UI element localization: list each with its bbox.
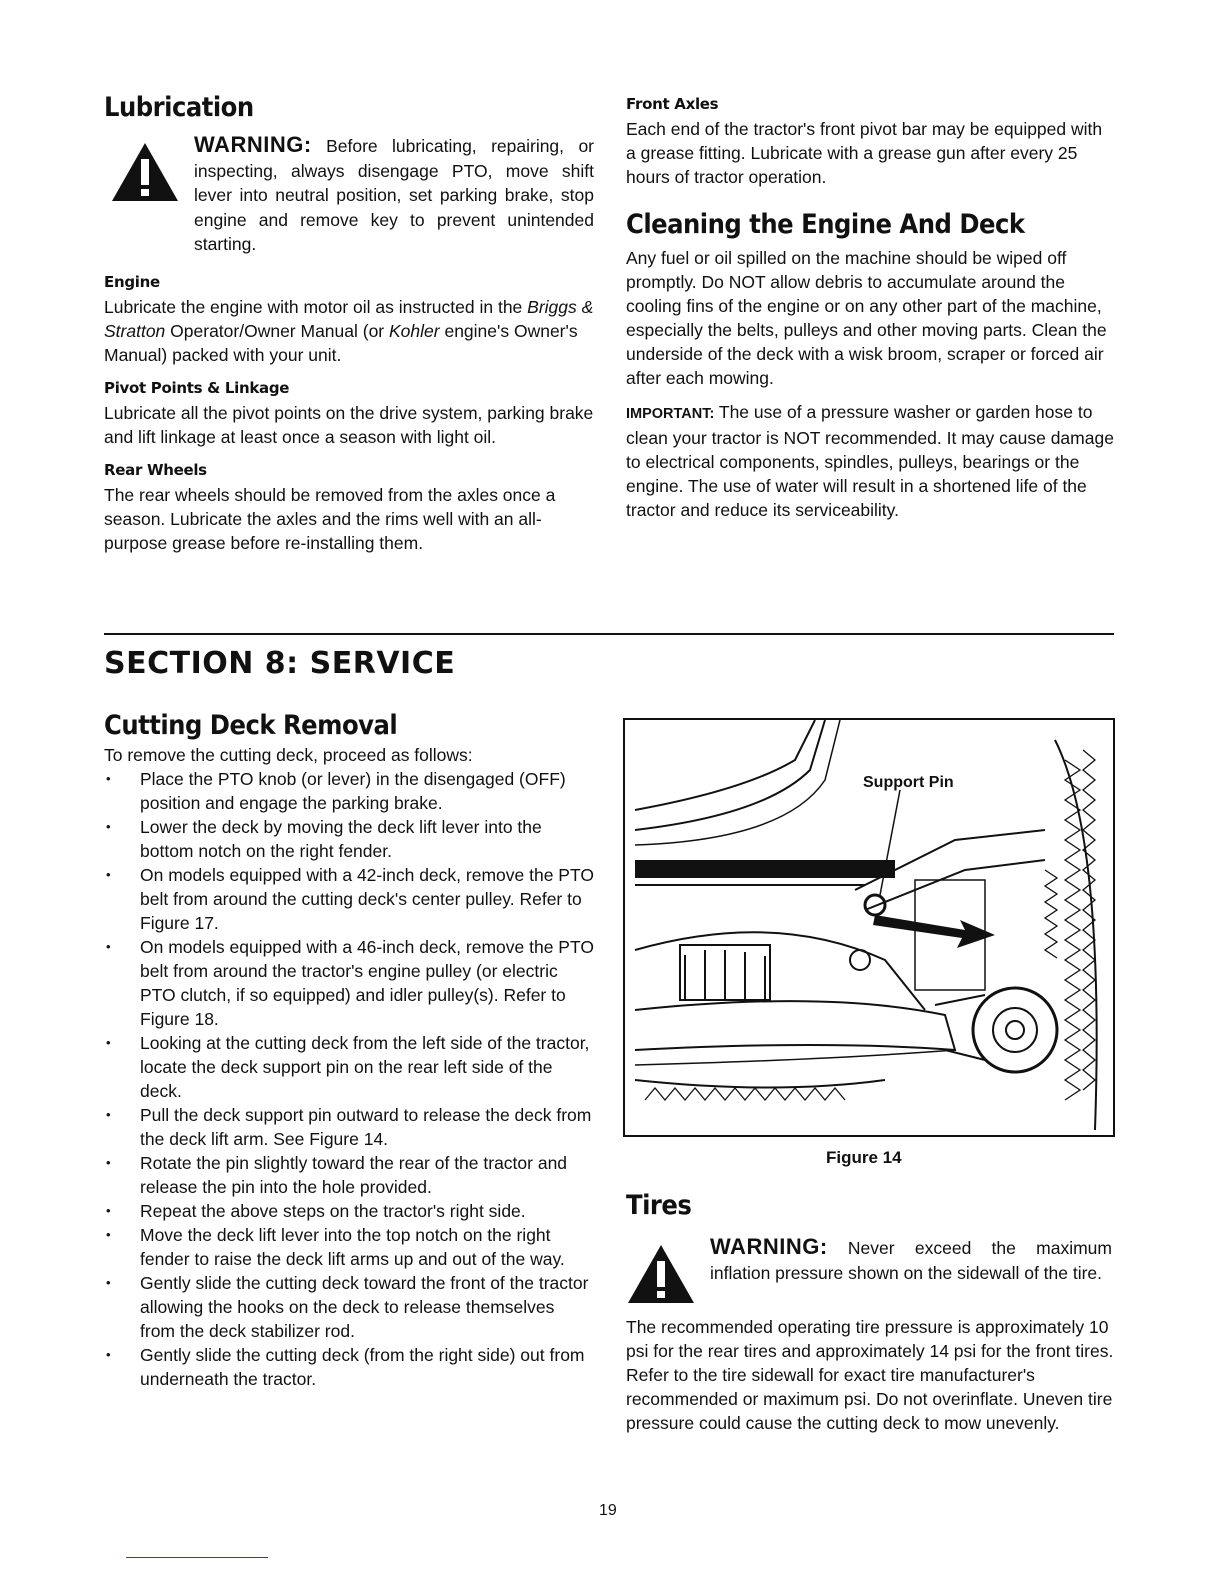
list-item: • Pull the deck support pin outward to release the deck from the deck lift arm. See Figure 14.	[104, 1103, 594, 1151]
section-divider	[104, 633, 1114, 635]
list-item: • Gently slide the cutting deck (from the right side) out from underneath the tractor.	[104, 1343, 594, 1391]
pivot-heading: Pivot Points & Linkage	[104, 378, 290, 397]
deck-removal-section	[104, 710, 594, 1391]
tire-tread	[1045, 740, 1097, 1130]
cleaning-text: Any fuel or oil spilled on the machine should be wiped off promptly. Do NOT allow debris to accumulate around the cooling fins of the engine or on any other part of the machine, especially the belts, pulleys and other moving parts. Clean the underside of the deck with a wisk broom, scraper or forced air after each mowing.	[626, 248, 1107, 388]
deck-removal-steps	[104, 767, 594, 1391]
front-axles-heading: Front Axles	[626, 95, 719, 113]
list-item: • Gently slide the cutting deck toward the front of the tractor allowing the hooks on the deck to release themselves from the deck stabilizer rod.	[104, 1271, 594, 1343]
pivot-text: Lubricate all the pivot points on the drive system, parking brake and lift linkage at least once a season with light oil.	[104, 402, 594, 447]
warning-triangle-icon	[626, 1243, 696, 1305]
figure-14-caption: Figure 14	[826, 1148, 902, 1167]
tires-warning-text: WARNING: Never exceed the maximum inflation pressure shown on the sidewall of the tire.	[710, 1234, 1112, 1283]
important-note: IMPORTANT: The use of a pressure washer or garden hose to clean your tractor is NOT recommended. It may cause damage to electrical components, spindles, pulleys, bearings or the engine. The use of water will result in a shortened life of the tractor and reduce its serviceability.	[626, 402, 1114, 520]
deck-removal-intro: To remove the cutting deck, proceed as follows:	[104, 745, 473, 765]
list-item: • Looking at the cutting deck from the left side of the tractor, locate the deck support pin on the rear left side of the deck.	[104, 1031, 594, 1103]
list-item: • On models equipped with a 46-inch deck, remove the PTO belt from around the tractor's engine pulley (or electric PTO clutch, if so equipped) and idler pulley(s). Refer to Figure 18.	[104, 935, 594, 1031]
lubrication-warning-text: WARNING: Before lubricating, repairing, or inspecting, always disengage PTO, move shift lever into neutral position, set parking brake, stop engine and remove key to prevent unintended starting.	[194, 132, 594, 254]
tires-title: Tires	[626, 1190, 692, 1221]
lubrication-warning	[110, 133, 594, 257]
front-axles-text: Each end of the tractor's front pivot bar may be equipped with a grease fitting. Lubricate with a grease gun after every 25 hours of tractor operation.	[626, 119, 1103, 187]
tires-text: The recommended operating tire pressure is approximately 10 psi for the rear tires and approximately 14 psi for the front tires. Refer to the tire sidewall for exact tire manufacturer's recommended or maximum psi. Do not overinflate. Uneven tire pressure could cause the cutting deck to mow unevenly.	[626, 1317, 1114, 1433]
important-label: IMPORTANT:	[626, 406, 715, 422]
list-item: • Place the PTO knob (or lever) in the disengaged (OFF) position and engage the parking brake.	[104, 767, 594, 815]
engine-text: Lubricate the engine with motor oil as instructed in the Briggs & Stratton Operator/Owner Manual (or Kohler engine's Owner's Manual) packed with your unit.	[104, 296, 594, 365]
list-item: • Lower the deck by moving the deck lift lever into the bottom notch on the right fender.	[104, 815, 594, 863]
rear-wheels-heading: Rear Wheels	[104, 460, 207, 479]
warning-label: WARNING:	[194, 132, 312, 157]
tires-section	[626, 1190, 1116, 1435]
deck-removal-title: Cutting Deck Removal	[104, 710, 398, 741]
lubrication-section	[104, 92, 594, 555]
tires-warning	[626, 1235, 1116, 1305]
cleaning-title: Cleaning the Engine And Deck	[626, 209, 1025, 240]
figure-14-box	[623, 718, 1115, 1137]
right-top-column	[626, 95, 1116, 522]
support-pin-callout: Support Pin	[863, 774, 954, 791]
section-title: SECTION 8: SERVICE	[104, 646, 456, 681]
page-number: 19	[599, 1502, 617, 1519]
lubrication-title: Lubrication	[104, 92, 254, 123]
list-item: • Rotate the pin slightly toward the rear of the tractor and release the pin into the hole provided.	[104, 1151, 594, 1199]
warning-label: WARNING:	[710, 1234, 828, 1259]
rear-wheels-text: The rear wheels should be removed from the axles once a season. Lubricate the axles and the rims well with an all-purpose grease before re-installing them.	[104, 484, 556, 553]
list-item: • Move the deck lift lever into the top notch on the right fender to raise the deck lift arms up and out of the way.	[104, 1223, 594, 1271]
list-item: • Repeat the above steps on the tractor's right side.	[104, 1199, 594, 1223]
list-item: • On models equipped with a 42-inch deck, remove the PTO belt from around the cutting deck's center pulley. Refer to Figure 17.	[104, 863, 594, 935]
warning-triangle-icon	[110, 141, 180, 203]
footer-rule	[126, 1557, 268, 1558]
engine-heading: Engine	[104, 272, 160, 291]
